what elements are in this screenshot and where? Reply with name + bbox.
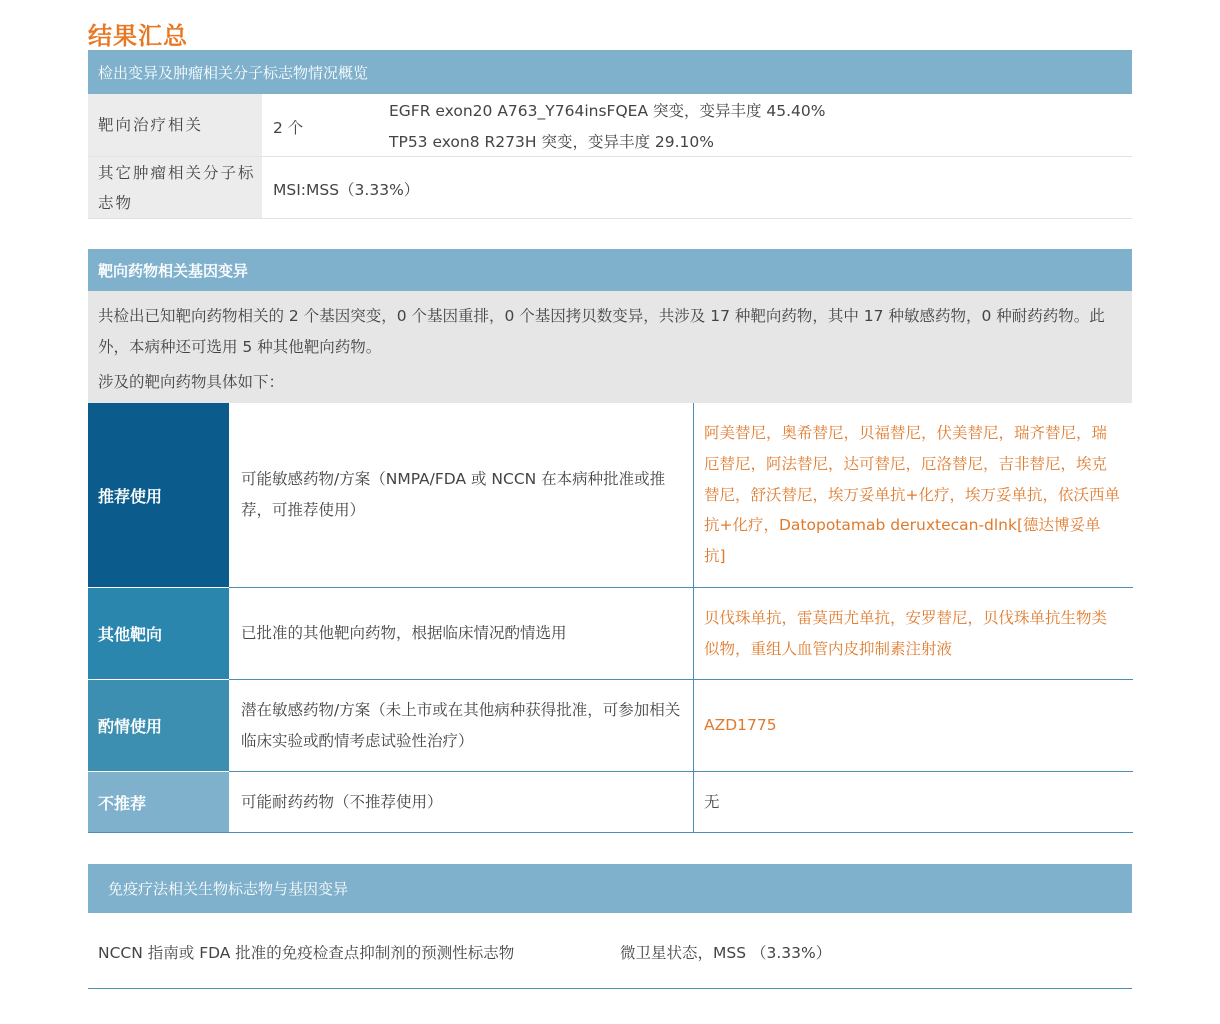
drug-list: 贝伐珠单抗，雷莫西尤单抗，安罗替尼，贝伐珠单抗生物类似物，重组人血管内皮抑制素注射液 [704, 608, 1108, 658]
column-divider [693, 403, 694, 832]
overview-section-title: 检出变异及肿瘤相关分子标志物情况概览 [98, 63, 369, 82]
category-description: 已批准的其他靶向药物，根据临床情况酌情选用 [241, 624, 567, 642]
immuno-marker-value: 微卫星状态，MSS （3.33%） [620, 944, 832, 962]
other-markers-label: 其它肿瘤相关分子标志物 [88, 157, 262, 218]
category-discretionary: 酌情使用 [88, 680, 229, 771]
category-not-recommended: 不推荐 [88, 772, 229, 832]
immunotherapy-section-header [88, 864, 1132, 913]
immuno-marker-label: NCCN 指南或 FDA 批准的免疫检查点抑制剂的预测性标志物 [98, 944, 515, 962]
row-divider [88, 988, 1132, 989]
row-divider [88, 218, 1132, 219]
drug-list: 阿美替尼，奥希替尼，贝福替尼，伏美替尼，瑞齐替尼，瑞厄替尼，阿法替尼，达可替尼，厄洛替尼，吉非替尼，埃克替尼，舒沃替尼，埃万妥单抗+化疗，埃万妥单抗，依沃西单抗+化疗，Datopotamab deruxtecan-dlnk[德达博妥单抗] [704, 424, 1120, 566]
category-description: 可能耐药药物（不推荐使用） [241, 792, 443, 811]
targeted-drug-section-header [88, 249, 1132, 291]
targeted-summary-box [88, 291, 1132, 403]
targeted-summary-text: 共检出已知靶向药物相关的 2 个基因突变，0 个基因重排，0 个基因拷贝数变异，共涉及 17 种靶向药物，其中 17 种敏感药物，0 种耐药药物。此外，本病种还可选用 5 种其他靶向药物。 [98, 307, 1105, 356]
drug-list: AZD1775 [704, 716, 777, 735]
category-description: 潜在敏感药物/方案（未上市或在其他病种获得批准，可参加相关临床实验或酌情考虑试验性治疗） [241, 700, 681, 750]
immunotherapy-section-title: 免疫疗法相关生物标志物与基因变异 [108, 880, 349, 898]
mutation-item: TP53 exon8 R273H 突变，变异丰度 29.10% [389, 133, 714, 151]
category-description: 可能敏感药物/方案（NMPA/FDA 或 NCCN 在本病种批准或推荐，可推荐使用） [241, 470, 666, 519]
mutation-item: EGFR exon20 A763_Y764insFQEA 突变，变异丰度 45.40% [389, 102, 826, 120]
overview-section-header [88, 50, 1132, 94]
msi-value: MSI:MSS（3.33%） [273, 181, 420, 199]
category-recommended: 推荐使用 [88, 403, 229, 587]
table-bottom-border [88, 832, 1133, 833]
targeted-therapy-label: 靶向治疗相关 [88, 94, 262, 156]
drug-list: 无 [704, 792, 720, 811]
targeted-count: 2 个 [273, 119, 304, 137]
category-other-targeted: 其他靶向 [88, 588, 229, 679]
involved-drugs-label: 涉及的靶向药物具体如下： [98, 373, 285, 391]
targeted-drug-section-title: 靶向药物相关基因变异 [98, 261, 249, 280]
page-title: 结果汇总 [88, 22, 188, 50]
